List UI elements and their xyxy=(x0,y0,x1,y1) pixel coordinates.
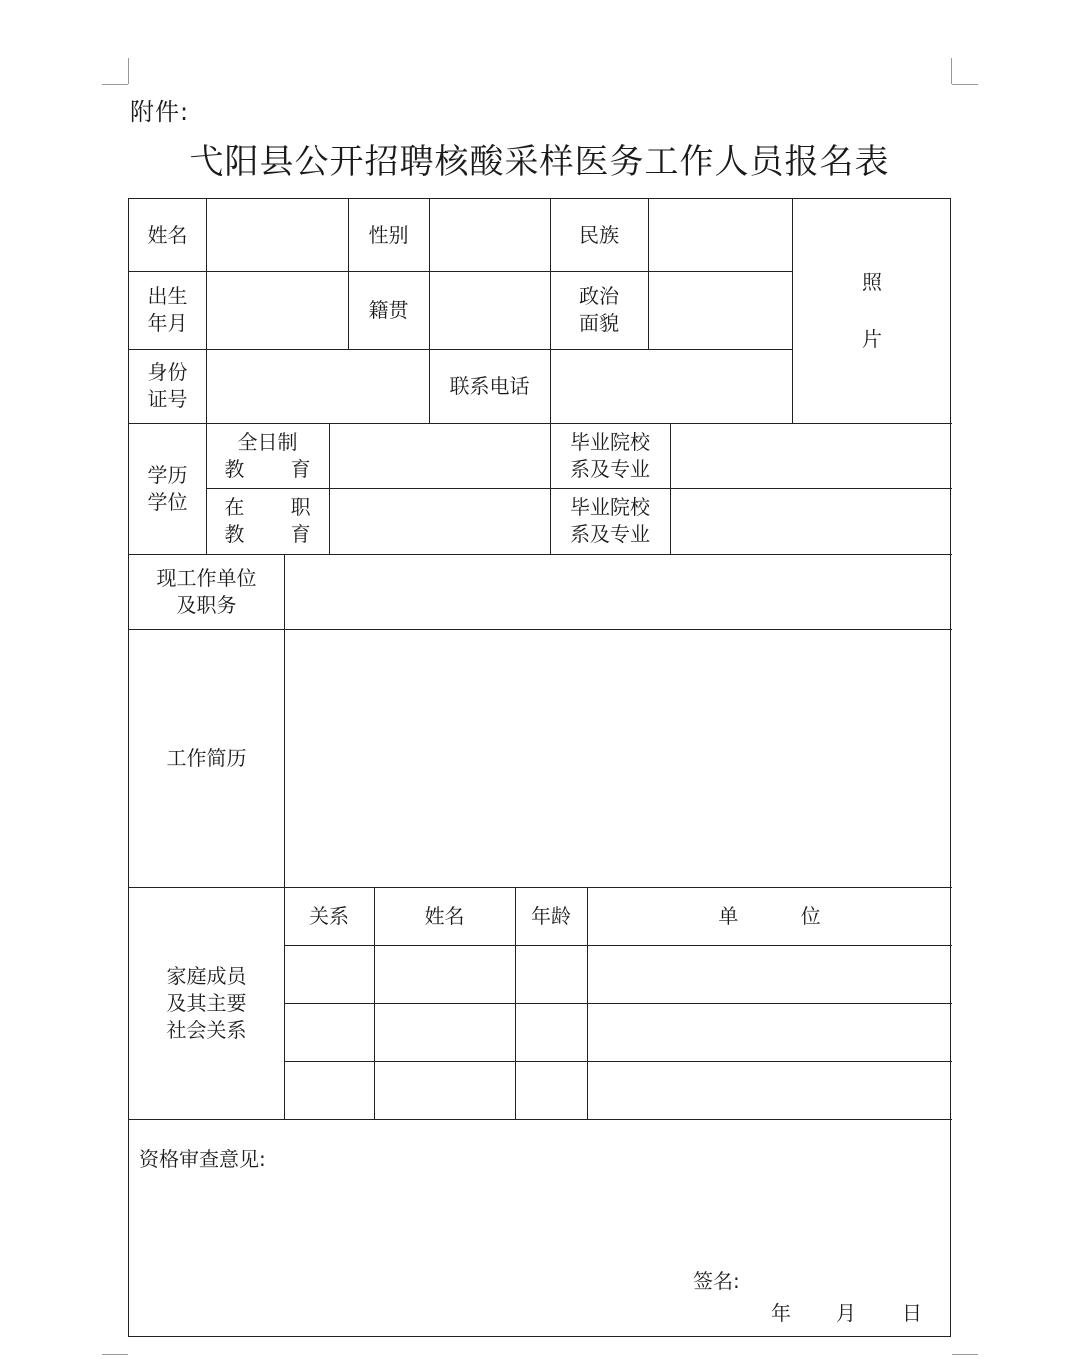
fulltime-school-field[interactable] xyxy=(670,423,952,488)
photo-box[interactable] xyxy=(792,199,952,423)
native-place-field[interactable] xyxy=(429,271,550,349)
gender-label: 性别 xyxy=(368,222,409,247)
current-job-field[interactable] xyxy=(284,554,952,629)
inservice-education-label: 在 职 教 育 xyxy=(224,495,331,546)
fulltime-education-label: 全日制 教 育 xyxy=(224,429,331,481)
family-col-unit: 单 位 xyxy=(718,903,849,928)
crop-mark xyxy=(102,84,128,85)
education-label: 学历 学位 xyxy=(147,462,188,514)
work-history-label: 工作简历 xyxy=(166,745,247,770)
table-row[interactable] xyxy=(284,1003,952,1061)
family-col-relation: 关系 xyxy=(309,903,349,928)
table-row[interactable] xyxy=(284,945,952,1003)
crop-mark xyxy=(102,1354,128,1355)
date-day-label: 日 xyxy=(902,1301,922,1325)
table-row[interactable] xyxy=(284,1061,952,1119)
ethnicity-label: 民族 xyxy=(579,222,619,247)
inservice-education-field[interactable] xyxy=(329,488,550,554)
attachment-label: 附件: xyxy=(130,98,190,126)
inservice-school-label: 毕业院校 系及专业 xyxy=(570,495,650,546)
family-col-name: 姓名 xyxy=(424,903,465,928)
phone-label: 联系电话 xyxy=(449,373,530,398)
signature-label: 签名: xyxy=(693,1269,740,1293)
name-field[interactable] xyxy=(206,199,348,271)
id-number-label: 身份 证号 xyxy=(147,360,188,411)
date-month-label: 月 xyxy=(836,1301,856,1325)
native-place-label: 籍贯 xyxy=(368,297,409,322)
id-number-field[interactable] xyxy=(206,349,429,423)
birth-date-label: 出生 年月 xyxy=(147,284,188,335)
fulltime-school-label: 毕业院校 系及专业 xyxy=(570,429,650,481)
registration-form-table xyxy=(128,198,951,1337)
crop-mark xyxy=(952,1354,978,1355)
gender-field[interactable] xyxy=(429,199,550,271)
photo-label: 照 xyxy=(862,270,882,294)
fulltime-education-field[interactable] xyxy=(329,423,550,488)
name-label: 姓名 xyxy=(147,222,188,247)
ethnicity-field[interactable] xyxy=(648,199,792,271)
phone-field[interactable] xyxy=(550,349,792,423)
inservice-school-field[interactable] xyxy=(670,488,952,554)
family-col-age: 年龄 xyxy=(531,903,571,928)
work-history-field[interactable] xyxy=(284,629,952,887)
crop-mark xyxy=(951,58,952,84)
birth-date-field[interactable] xyxy=(206,271,348,349)
page-title: 弋阳县公开招聘核酸采样医务工作人员报名表 xyxy=(189,142,890,182)
political-status-field[interactable] xyxy=(648,271,792,349)
photo-label: 片 xyxy=(862,327,882,351)
date-year-label: 年 xyxy=(771,1301,791,1325)
family-label: 家庭成员 及其主要 社会关系 xyxy=(166,963,247,1042)
political-status-label: 政治 面貌 xyxy=(579,284,619,335)
crop-mark xyxy=(952,84,978,85)
review-label: 资格审查意见: xyxy=(139,1147,266,1171)
current-job-label: 现工作单位 及职务 xyxy=(156,565,257,617)
crop-mark xyxy=(128,58,129,84)
